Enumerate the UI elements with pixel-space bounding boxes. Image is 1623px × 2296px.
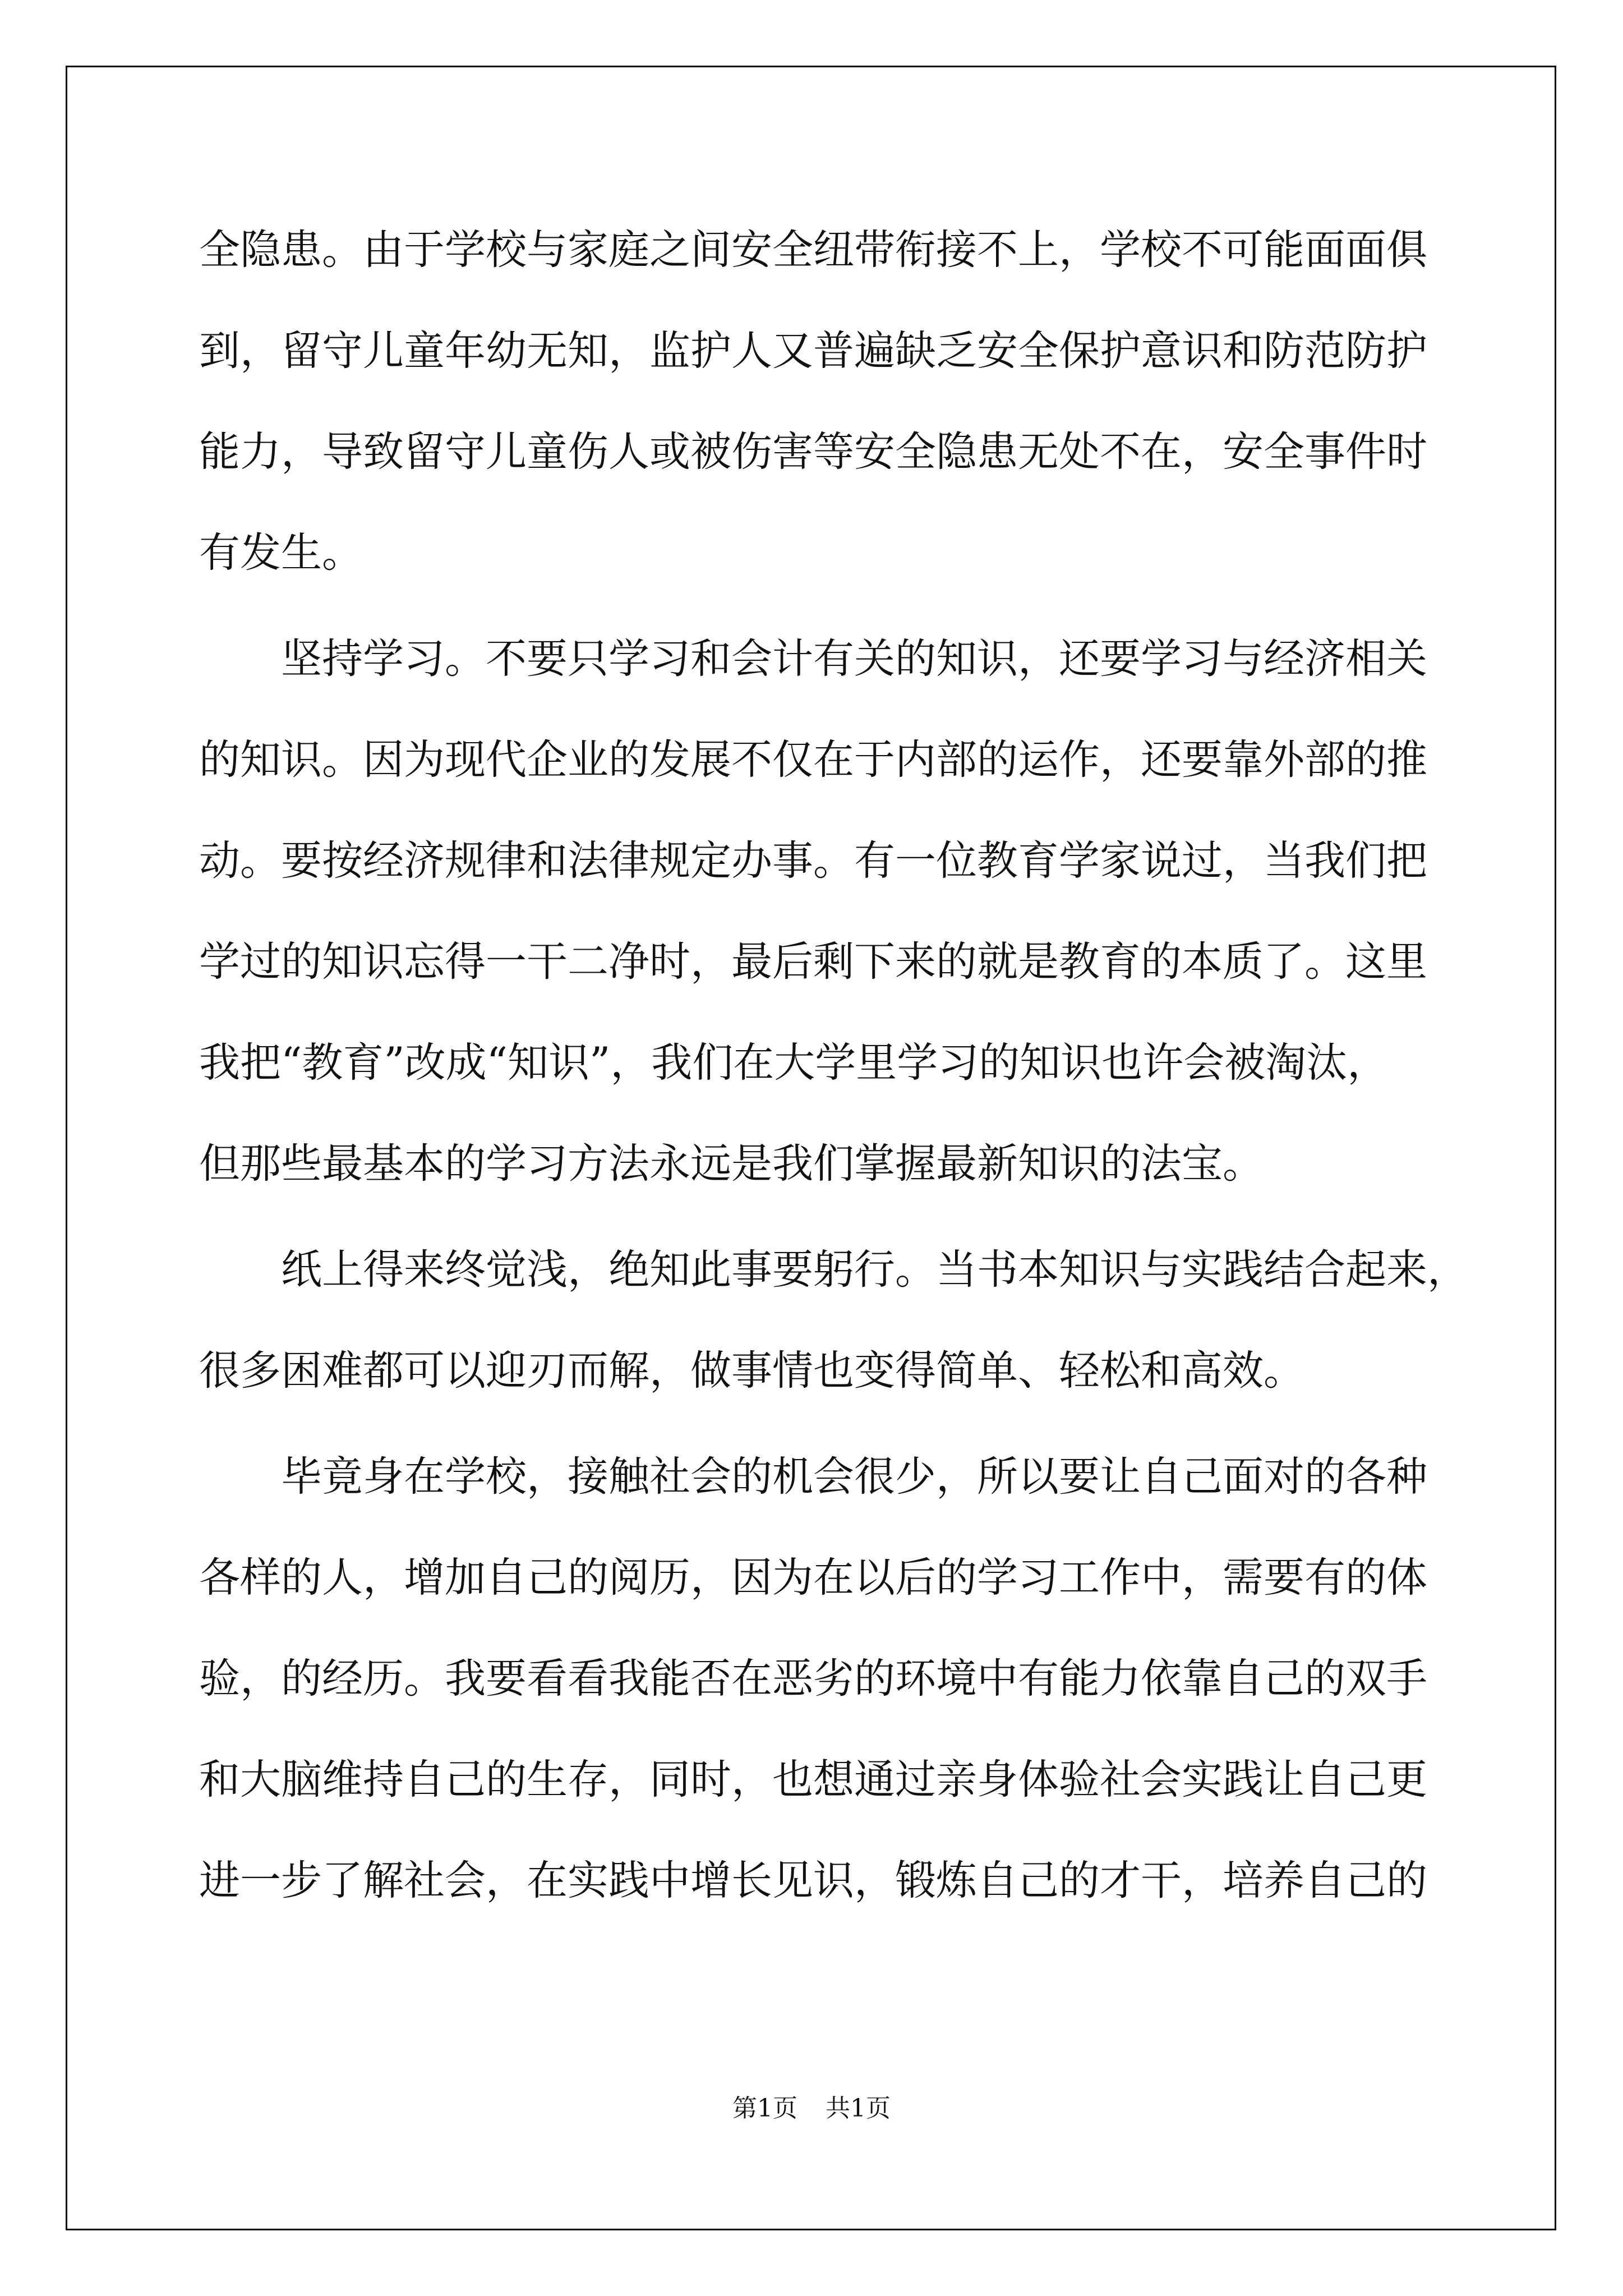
text-line: 动。要按经济规律和法律规定办事。有一位教育学家说过，当我们把 [199, 837, 1427, 885]
text-line: 毕竟身在学校，接触社会的机会很少，所以要让自己面对的各种 [199, 1453, 1427, 1501]
text-line: 但那些最基本的学习方法永远是我们掌握最新知识的法宝。 [199, 1140, 1264, 1188]
page-total: 共1页 [826, 2094, 891, 2123]
text-line: 进一步了解社会，在实践中增长见识，锻炼自己的才干，培养自己的 [199, 1857, 1427, 1904]
text-line: 有发生。 [199, 529, 363, 577]
text-line: 到，留守儿童年幼无知，监护人又普遍缺乏安全保护意识和防范防护 [199, 327, 1427, 375]
page-number: 第1页 [732, 2094, 797, 2123]
text-line: 和大脑维持自己的生存，同时，也想通过亲身体验社会实践让自己更 [199, 1756, 1427, 1803]
page-footer [0, 2088, 1623, 2124]
text-line: 学过的知识忘得一干二净时，最后剩下来的就是教育的本质了。这里 [199, 938, 1427, 986]
text-line: 全隐患。由于学校与家庭之间安全纽带衔接不上，学校不可能面面俱 [199, 226, 1427, 274]
text-line: 很多困难都可以迎刃而解，做事情也变得简单、轻松和高效。 [199, 1347, 1304, 1395]
document-body [199, 200, 1468, 1931]
text-line: 能力，导致留守儿童伤人或被伤害等安全隐患无处不在，安全事件时 [199, 428, 1427, 476]
text-line: 验，的经历。我要看看我能否在恶劣的环境中有能力依靠自己的双手 [199, 1655, 1427, 1703]
text-line: 纸上得来终觉浅，绝知此事要躬行。当书本知识与实践结合起来， [199, 1246, 1468, 1294]
text-line: 坚持学习。不要只学习和会计有关的知识，还要学习与经济相关 [199, 635, 1427, 683]
text-line: 的知识。因为现代企业的发展不仅在于内部的运作，还要靠外部的推 [199, 736, 1427, 784]
text-line: 各样的人，增加自己的阅历，因为在以后的学习工作中，需要有的体 [199, 1554, 1427, 1602]
text-line: 我把“教育”改成“知识”，我们在大学里学习的知识也许会被淘汰， [199, 1039, 1389, 1087]
